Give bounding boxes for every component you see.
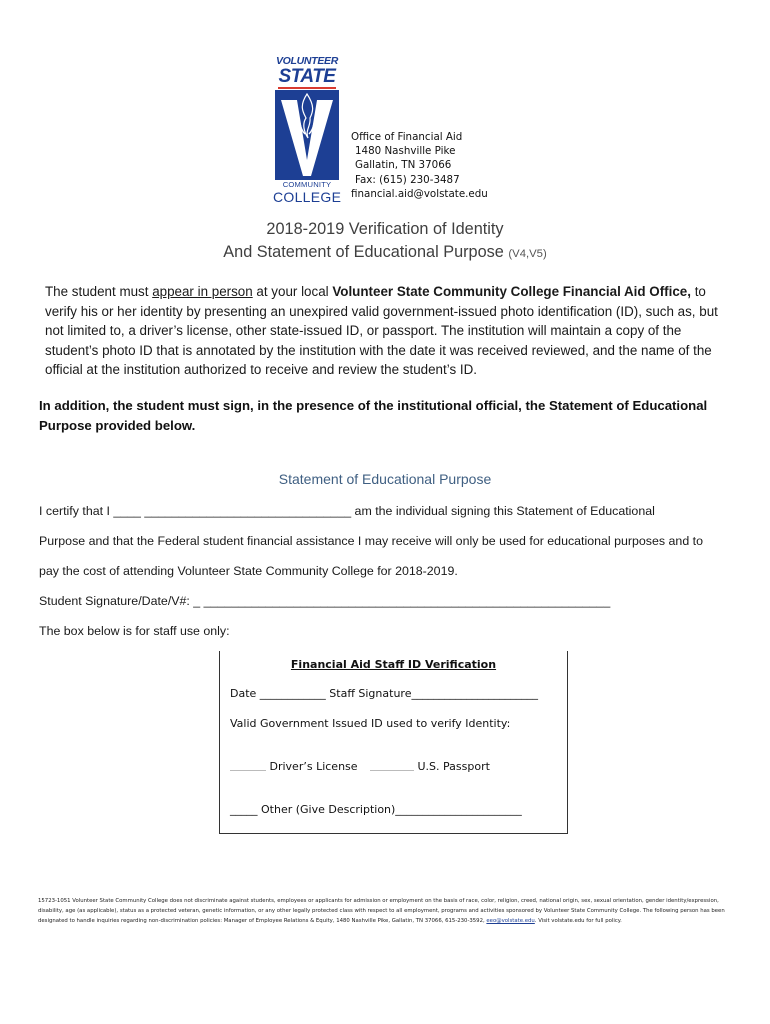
valid-id-label: Valid Government Issued ID used to verify Identity:	[230, 717, 511, 730]
certify-line-1: I certify that I ____ ______________________________ am the individual signing this Statement of Educational	[39, 504, 655, 518]
intro-underlined-text: appear in person	[152, 284, 253, 299]
logo-text-volunteer: VOLUNTEER	[275, 55, 339, 67]
logo-red-rule	[278, 87, 336, 89]
nondiscrimination-footer	[38, 896, 738, 927]
office-address-block	[351, 130, 521, 201]
date-staff-signature-line[interactable]: Date ____________ Staff Signature_______________________	[230, 687, 538, 700]
document-version: (V4,V5)	[508, 248, 547, 260]
footer-tail-text: . Visit volstate.edu for full policy.	[534, 918, 622, 925]
drivers-license-option[interactable]	[230, 760, 358, 773]
logo-text-community: COMMUNITY	[282, 180, 332, 189]
certify-line-3: pay the cost of attending Volunteer State Community College for 2018-2019.	[39, 564, 458, 578]
college-logo-wordmark-top	[274, 56, 340, 89]
logo-text-college: COLLEGE	[273, 188, 342, 205]
document-title-line2	[0, 241, 770, 266]
certify-line-2: Purpose and that the Federal student financial assistance I may receive will only be used for educational purposes and to	[39, 534, 703, 548]
city-state-zip: Gallatin, TN 37066	[355, 159, 452, 172]
office-email: financial.aid@volstate.edu	[351, 187, 488, 200]
logo-text-state: STATE	[278, 65, 336, 87]
fax-number: Fax: (615) 230-3487	[355, 173, 460, 186]
intro-text-3: to verify his or her identity by presenting an unexpired valid government-issued photo identification (ID), such as, but not limited to, a driver’s license, other state-issued ID, or passport. The institution will maintain a copy of the student’s photo ID that is annotated by the institution with the date it was received reviewed, and the name of the official at the institution authorized to receive and review the student’s ID.	[45, 284, 718, 377]
intro-bold-office: Volunteer State Community College Financial Aid Office,	[332, 284, 691, 299]
college-logo-wordmark-bottom	[273, 181, 341, 204]
footer-policy-text: 15723-1051 Volunteer State Community College does not discriminate against students, employees or applicants for admission or employment on the basis of race, color, religion, creed, national origin, sex, sexual orientation, gender identity/expression, disability, age (as applicable), status as a protected veteran, genetic information, or any other legally protected class with respect to all employment, programs and activities sponsored by Volunteer State Community College. The following person has been designated to handle inquiries regarding non-discrimination policies: Manager of Employee Relations & Equity, 1480 Nashville Pike, Gallatin, TN 37066, 615-230-3592,	[38, 898, 725, 925]
office-name: Office of Financial Aid	[351, 131, 463, 143]
staff-use-note: The box below is for staff use only:	[39, 624, 230, 638]
intro-text-2: at your local	[252, 284, 333, 299]
statement-heading: Statement of Educational Purpose	[278, 471, 492, 487]
intro-text-1: The student must	[45, 284, 153, 299]
document-title-line1: 2018-2019 Verification of Identity	[266, 220, 504, 238]
passport-option[interactable]	[370, 760, 490, 773]
student-signature-line[interactable]: Student Signature/Date/V#: _ ___________________________________________________________	[39, 594, 611, 608]
footer-eeo-email-link[interactable]: eeo@volstate.edu	[486, 918, 535, 925]
college-logo-emblem	[275, 90, 339, 180]
intro-paragraph	[45, 282, 735, 380]
passport-label: U.S. Passport	[417, 760, 490, 773]
staff-box-title: Financial Aid Staff ID Verification	[290, 658, 497, 671]
other-id-line[interactable]: _____ Other (Give Description)_______________________	[230, 803, 522, 816]
torch-v-emblem-icon	[275, 90, 339, 180]
drivers-license-check-blank[interactable]	[230, 770, 266, 771]
passport-check-blank[interactable]	[370, 770, 414, 771]
document-title-text: And Statement of Educational Purpose	[223, 243, 504, 261]
staff-verification-box	[219, 651, 568, 834]
street-address: 1480 Nashville Pike	[355, 145, 456, 158]
drivers-license-label: Driver’s License	[269, 760, 358, 773]
signature-requirement-paragraph: In addition, the student must sign, in the presence of the institutional official, the Statement of Educational Purpose provided below.	[39, 398, 708, 433]
